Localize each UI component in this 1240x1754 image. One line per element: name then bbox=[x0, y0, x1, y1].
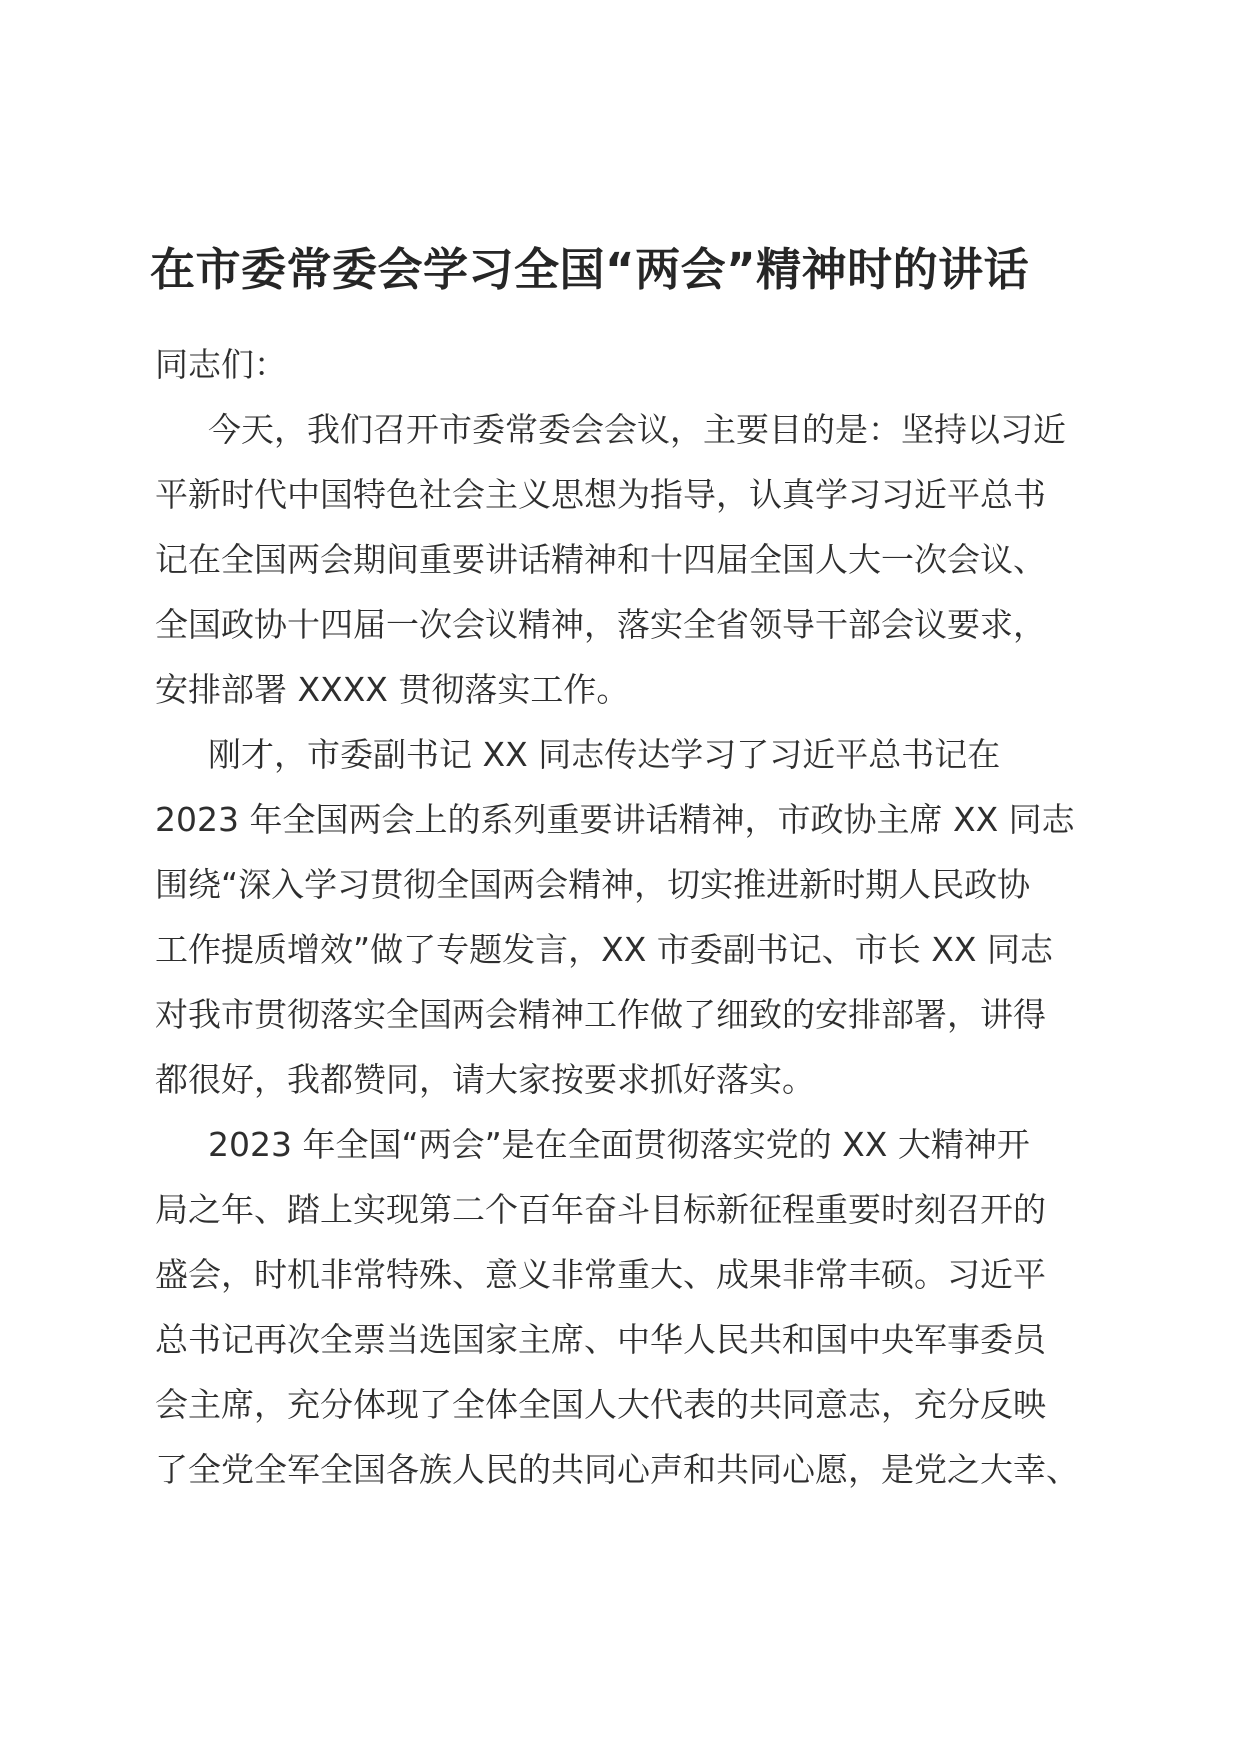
paragraph-line: 刚才，市委副书记 XX 同志传达学习了习近平总书记在 bbox=[208, 735, 1001, 774]
document-body bbox=[155, 332, 1085, 1502]
paragraph-line: 局之年、踏上实现第二个百年奋斗目标新征程重要时刻召开的 bbox=[155, 1190, 1046, 1229]
paragraph-line: 会主席，充分体现了全体全国人大代表的共同意志，充分反映 bbox=[155, 1385, 1046, 1424]
paragraph-line: 盛会，时机非常特殊、意义非常重大、成果非常丰硕。习近平 bbox=[155, 1255, 1046, 1294]
paragraph-1 bbox=[155, 397, 1085, 722]
paragraph-line: 总书记再次全票当选国家主席、中华人民共和国中央军事委员 bbox=[155, 1320, 1046, 1359]
document-title: 在市委常委会学习全国“两会”精神时的讲话 bbox=[150, 243, 1030, 296]
paragraph-3 bbox=[155, 1112, 1085, 1502]
paragraph-line: 平新时代中国特色社会主义思想为指导，认真学习习近平总书 bbox=[155, 475, 1046, 514]
paragraph-line: 都很好，我都赞同，请大家按要求抓好落实。 bbox=[155, 1060, 815, 1099]
paragraph-line: 围绕“深入学习贯彻全国两会精神，切实推进新时期人民政协 bbox=[155, 865, 1031, 904]
paragraph-line: 2023 年全国“两会”是在全面贯彻落实党的 XX 大精神开 bbox=[208, 1125, 1030, 1164]
paragraph-line: 工作提质增效”做了专题发言，XX 市委副书记、市长 XX 同志 bbox=[155, 930, 1053, 969]
paragraph-line: 2023 年全国两会上的系列重要讲话精神，市政协主席 XX 同志 bbox=[155, 800, 1075, 839]
paragraph-line: 安排部署 XXXX 贯彻落实工作。 bbox=[155, 670, 630, 709]
paragraph-line: 了全党全军全国各族人民的共同心声和共同心愿，是党之大幸、 bbox=[155, 1450, 1079, 1489]
paragraph-line: 对我市贯彻落实全国两会精神工作做了细致的安排部署，讲得 bbox=[155, 995, 1046, 1034]
paragraph-line: 记在全国两会期间重要讲话精神和十四届全国人大一次会议、 bbox=[155, 540, 1046, 579]
paragraph-line: 今天，我们召开市委常委会会议，主要目的是：坚持以习近 bbox=[208, 410, 1066, 449]
salutation: 同志们： bbox=[155, 345, 287, 384]
paragraph-line: 全国政协十四届一次会议精神，落实全省领导干部会议要求， bbox=[155, 605, 1046, 644]
paragraph-2 bbox=[155, 722, 1085, 1112]
